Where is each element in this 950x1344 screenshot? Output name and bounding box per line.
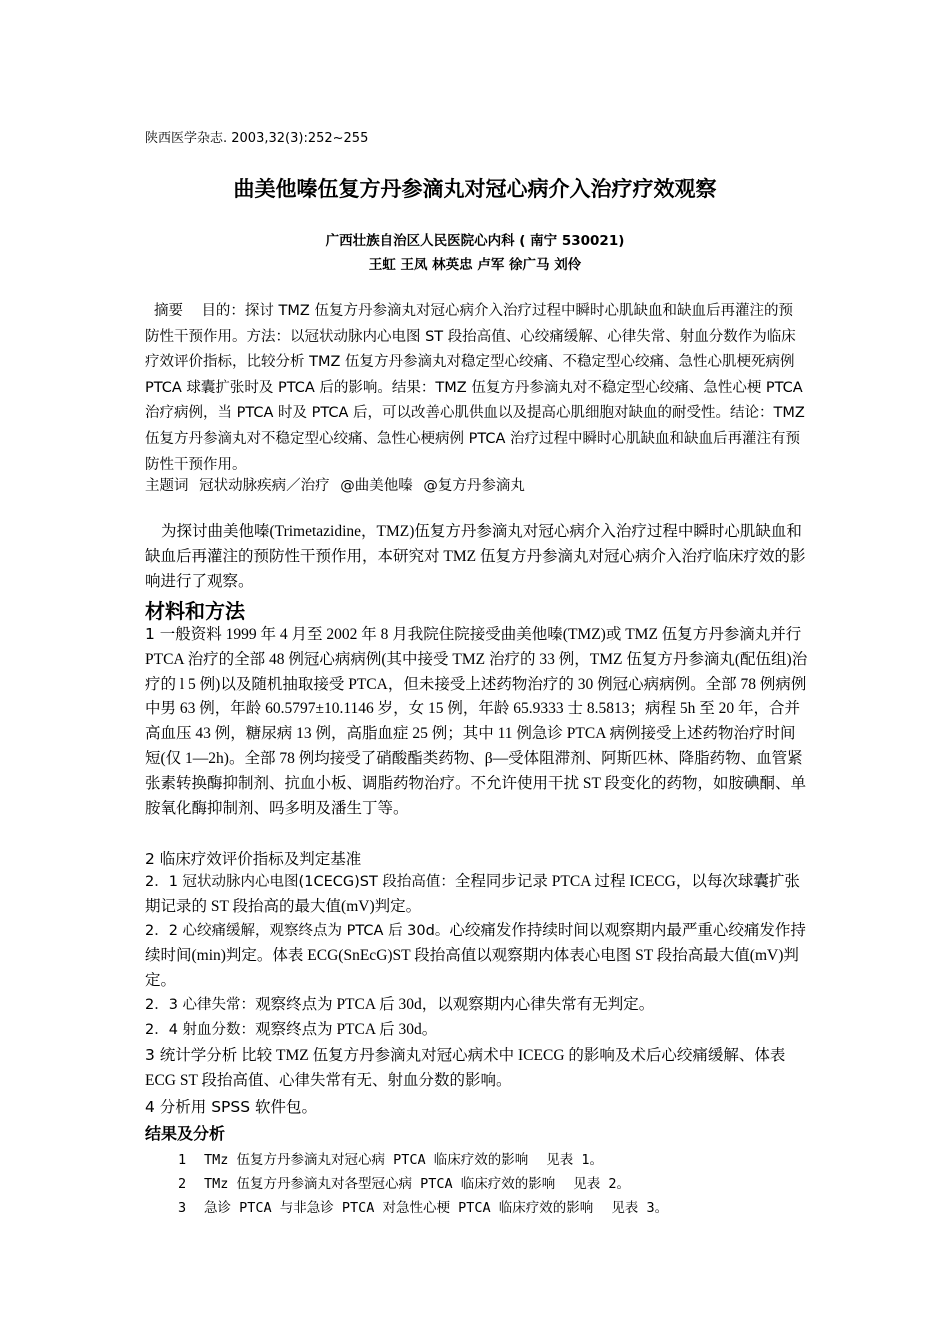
section-2-1 xyxy=(145,870,809,920)
results-item-ref: 见表 3。 xyxy=(611,1200,669,1216)
abstract xyxy=(145,299,807,478)
section-2-3-heading: 2．3 心律失常： xyxy=(145,997,256,1013)
section-2-heading: 2 临床疗效评价指标及判定基准 xyxy=(145,850,362,868)
section-2-3-text: 观察终点为 PTCA 后 30d，以观察期内心律失常有无判定。 xyxy=(255,996,655,1013)
results-item-number: 3 xyxy=(178,1200,187,1216)
methods-heading: 材料和方法 xyxy=(145,599,245,623)
results-item-text: TMz 伍复方丹参滴丸对冠心病 PTCA 临床疗效的影响 xyxy=(204,1152,529,1168)
section-4: 4 分析用 SPSS 软件包。 xyxy=(145,1098,318,1116)
section-1-heading: 1 一般资料 xyxy=(145,625,222,643)
section-2-2 xyxy=(145,919,809,993)
results-item-text: TMz 伍复方丹参滴丸对各型冠心病 PTCA 临床疗效的影响 xyxy=(204,1176,556,1192)
results-item xyxy=(178,1196,668,1216)
results-item-ref: 见表 1。 xyxy=(546,1152,604,1168)
section-3 xyxy=(145,1043,809,1094)
introduction: 为探讨曲美他嗪(Trimetazidine，TMZ)伍复方丹参滴丸对冠心病介入治疗过程中瞬时心肌缺血和缺血后再灌注的预防性干预作用，本研究对 TMZ 伍复方丹参滴丸对冠心病介入治疗临床疗效的影响进行了观察。 xyxy=(145,523,806,590)
keywords: 主题词 冠状动脉疾病／治疗 @曲美他嗪 @复方丹参滴丸 xyxy=(145,478,525,494)
results-item xyxy=(178,1148,603,1168)
section-2-1-text: 全程同步记录 PTCA 过程 ICECG，以每次球囊扩张期记录的 ST 段抬高的最大值(mV)判定。 xyxy=(145,873,800,915)
results-item xyxy=(178,1172,630,1192)
section-2-2-heading: 2．2 心绞痛缓解，观察终点为 PTCA 后 30d。 xyxy=(145,923,450,939)
journal-citation: 陕西医学杂志. 2003,32(3):252~255 xyxy=(145,131,369,146)
section-2-2-text: 心绞痛发作持续时间以观察期内最严重心绞痛发作持续时间(min)判定。体表 ECG(SnEcG)ST 段抬高值以观察期内体表心电图 ST 段抬高最大值(mV)判定。 xyxy=(145,922,806,989)
section-1 xyxy=(145,622,809,821)
results-heading: 结果及分析 xyxy=(145,1124,226,1143)
results-item-number: 1 xyxy=(178,1152,187,1168)
abstract-text: 目的：探讨 TMZ 伍复方丹参滴丸对冠心病介入治疗过程中瞬时心肌缺血和缺血后再灌注的预防性干预作用。方法：以冠状动脉内心电图 ST 段抬高值、心绞痛缓解、心律失常、射血分数作为临床疗效评价指标，比较分析 TMZ 伍复方丹参滴丸对稳定型心绞痛、不稳定型心绞痛、急性心肌梗死病例 PTCA 球囊扩张时及 PTCA 后的影响。结果：TMZ 伍复方丹参滴丸对不稳定型心绞痛、急性心梗 PTCA 治疗病例，当 PTCA 时及 PTCA 后，可以改善心肌供血以及提高心肌细胞对缺血的耐受性。结论：TMZ 伍复方丹参滴丸对不稳定型心绞痛、急性心梗病例 PTCA 治疗过程中瞬时心肌缺血和缺血后再灌注有预防性干预作用。 xyxy=(145,303,805,473)
section-3-heading: 3 统计学分析 xyxy=(145,1046,238,1064)
affiliation: 广西壮族自治区人民医院心内科 ( 南宁 530021) xyxy=(325,233,625,249)
section-2-4 xyxy=(145,1018,809,1043)
section-2-4-text: 观察终点为 PTCA 后 30d。 xyxy=(255,1021,438,1038)
section-2-3 xyxy=(145,993,809,1018)
results-item-text: 急诊 PTCA 与非急诊 PTCA 对急性心梗 PTCA 临床疗效的影响 xyxy=(204,1200,594,1216)
paper-title: 曲美他嗪伍复方丹参滴丸对冠心病介入治疗疗效观察 xyxy=(233,177,717,201)
results-item-number: 2 xyxy=(178,1176,187,1192)
section-3-text: 比较 TMZ 伍复方丹参滴丸对冠心病术中 ICECG 的影响及术后心绞痛缓解、体表 ECG ST 段抬高值、心律失常有无、射血分数的影响。 xyxy=(145,1047,786,1089)
author-list: 王虹 王凤 林英忠 卢军 徐广马 刘伶 xyxy=(368,257,582,273)
abstract-label: 摘要 xyxy=(154,303,183,319)
section-2-1-heading: 2．1 冠状动脉内心电图(1CECG)ST 段抬高值： xyxy=(145,874,455,890)
section-2-4-heading: 2．4 射血分数： xyxy=(145,1022,256,1038)
section-1-text: 1999 年 4 月至 2002 年 8 月我院住院接受曲美他嗪(TMZ)或 TMZ 伍复方丹参滴丸并行 PTCA 治疗的全部 48 例冠心病病例(其中接受 TMZ 治疗的 33 例，TMZ 伍复方丹参滴丸(配伍组)治疗的 l 5 例)以及随机抽取接受 PTCA，但未接受上述药物治疗的 30 例冠心病病例。全部 78 例病例中男 63 例，年龄 60.5797±10.1146 岁，女 15 例，年龄 65.9333 士 8.5813；病程 5h 至 20 年，合并高血压 43 例，糖尿病 13 例，高脂血症 25 例；其中 11 例急诊 PTCA 病例接受上述药物治疗时间短(仅 1—2h)。全部 78 例均接受了硝酸酯类药物、β—受体阻滞剂、阿斯匹林、降脂药物、血管紧张素转换酶抑制剂、抗血小板、调脂药物治疗。不允许使用干扰 ST 段变化的药物，如胺碘酮、单胺氧化酶抑制剂、吗多明及潘生丁等。 xyxy=(145,626,808,817)
results-item-ref: 见表 2。 xyxy=(573,1176,631,1192)
